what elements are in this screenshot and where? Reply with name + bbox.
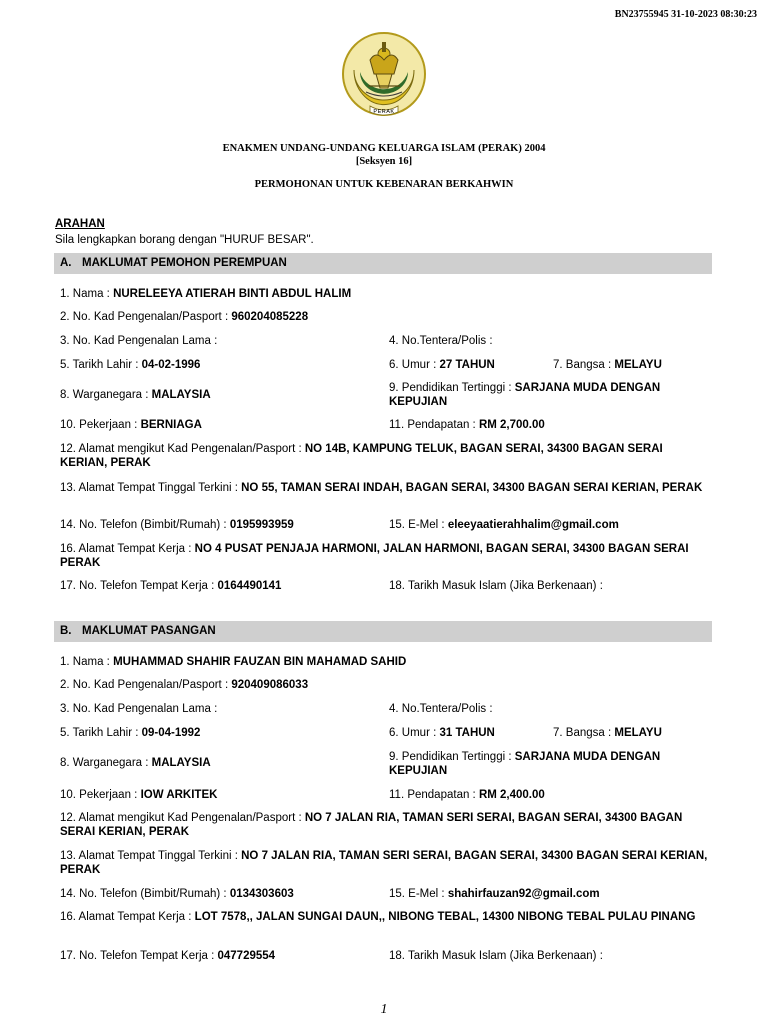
document-reference: BN23755945 31-10-2023 08:30:23 [614,9,757,20]
a-field-masuk-islam: 18. Tarikh Masuk Islam (Jika Berkenaan) : [389,580,603,592]
b-field-telefon-kerja: 17. No. Telefon Tempat Kerja : 047729554 [60,950,276,962]
a-field-tarikh-lahir: 5. Tarikh Lahir : 04-02-1996 [60,359,201,371]
b-field-warganegara: 8. Warganegara : MALAYSIA [60,757,211,769]
b-field-pekerjaan: 10. Pekerjaan : IOW ARKITEK [60,789,218,801]
a-field-telefon-kerja: 17. No. Telefon Tempat Kerja : 0164490141 [60,580,282,592]
b-field-alamat-tinggal: 13. Alamat Tempat Tinggal Terkini : NO 7 JALAN RIA, TAMAN SERI SERAI, BAGAN SERAI, 34300 BAGAN SERAI KERIAN, PERAK [60,850,708,876]
section-a-title: MAKLUMAT PEMOHON PEREMPUAN [82,257,287,269]
section-a-header [54,253,712,274]
b-field-tentera: 4. No.Tentera/Polis : [389,703,493,715]
a-field-ic: 2. No. Kad Pengenalan/Pasport : 960204085228 [60,311,309,323]
a-field-alamat-ic: 12. Alamat mengikut Kad Pengenalan/Pasport : NO 14B, KAMPUNG TELUK, BAGAN SERAI, 34300 BAGAN SERAI KERIAN, PERAK [60,443,663,469]
a-field-umur: 6. Umur : 27 TAHUN [389,359,495,371]
b-field-ic-lama: 3. No. Kad Pengenalan Lama : [60,703,218,715]
a-field-bangsa: 7. Bangsa : MELAYU [553,359,662,371]
section-a-letter: A. [60,257,72,269]
instructions-heading: ARAHAN [55,218,105,230]
b-field-ic: 2. No. Kad Pengenalan/Pasport : 920409086033 [60,679,309,691]
section-b-letter: B. [60,625,72,637]
b-field-telefon: 14. No. Telefon (Bimbit/Rumah) : 0134303603 [60,888,294,900]
a-field-alamat-tinggal: 13. Alamat Tempat Tinggal Terkini : NO 55, TAMAN SERAI INDAH, BAGAN SERAI, 34300 BAGAN SERAI KERIAN, PERAK [60,482,703,494]
a-field-telefon: 14. No. Telefon (Bimbit/Rumah) : 0195993959 [60,519,294,531]
a-field-alamat-kerja: 16. Alamat Tempat Kerja : NO 4 PUSAT PENJAJA HARMONI, JALAN HARMONI, BAGAN SERAI, 34300 BAGAN SERAI PERAK [60,543,689,569]
b-field-masuk-islam: 18. Tarikh Masuk Islam (Jika Berkenaan) : [389,950,603,962]
b-field-pendapatan: 11. Pendapatan : RM 2,400.00 [389,789,545,801]
a-field-pendapatan: 11. Pendapatan : RM 2,700.00 [389,419,545,431]
a-field-ic-lama: 3. No. Kad Pengenalan Lama : [60,335,218,347]
a-field-emel: 15. E-Mel : eleeyaatierahhalim@gmail.com [389,519,619,531]
a-field-nama: 1. Nama : NURELEEYA ATIERAH BINTI ABDUL HALIM [60,288,352,300]
crest-label: PERAK [373,109,395,115]
section-reference: [Seksyen 16] [355,156,413,167]
form-title: PERMOHONAN UNTUK KEBENARAN BERKAHWIN [254,179,514,190]
b-field-bangsa: 7. Bangsa : MELAYU [553,727,662,739]
section-b-title: MAKLUMAT PASANGAN [82,625,216,637]
a-field-tentera: 4. No.Tentera/Polis : [389,335,493,347]
b-field-pendidikan: 9. Pendidikan Tertinggi : SARJANA MUDA DENGAN KEPUJIAN [389,751,661,777]
b-field-alamat-ic: 12. Alamat mengikut Kad Pengenalan/Pasport : NO 7 JALAN RIA, TAMAN SERI SERAI, BAGAN SERAI, 34300 BAGAN SERAI KERIAN, PERAK [60,812,683,838]
act-title: ENAKMEN UNDANG-UNDANG KELUARGA ISLAM (PERAK) 2004 [222,143,546,154]
a-field-pekerjaan: 10. Pekerjaan : BERNIAGA [60,419,202,431]
a-field-pendidikan: 9. Pendidikan Tertinggi : SARJANA MUDA DENGAN KEPUJIAN [389,382,661,408]
page-number: 1 [380,1002,388,1017]
b-field-alamat-kerja: 16. Alamat Tempat Kerja : LOT 7578,, JALAN SUNGAI DAUN,, NIBONG TEBAL, 14300 NIBONG TEBAL PULAU PINANG [60,911,696,923]
section-b-header [54,621,712,642]
b-field-nama: 1. Nama : MUHAMMAD SHAHIR FAUZAN BIN MAHAMAD SAHID [60,656,407,668]
b-field-emel: 15. E-Mel : shahirfauzan92@gmail.com [389,888,600,900]
b-field-tarikh-lahir: 5. Tarikh Lahir : 09-04-1992 [60,727,201,739]
b-field-umur: 6. Umur : 31 TAHUN [389,727,495,739]
a-field-warganegara: 8. Warganegara : MALAYSIA [60,389,211,401]
instructions-text: Sila lengkapkan borang dengan "HURUF BESAR". [55,234,314,246]
perak-crest-icon [340,30,428,120]
